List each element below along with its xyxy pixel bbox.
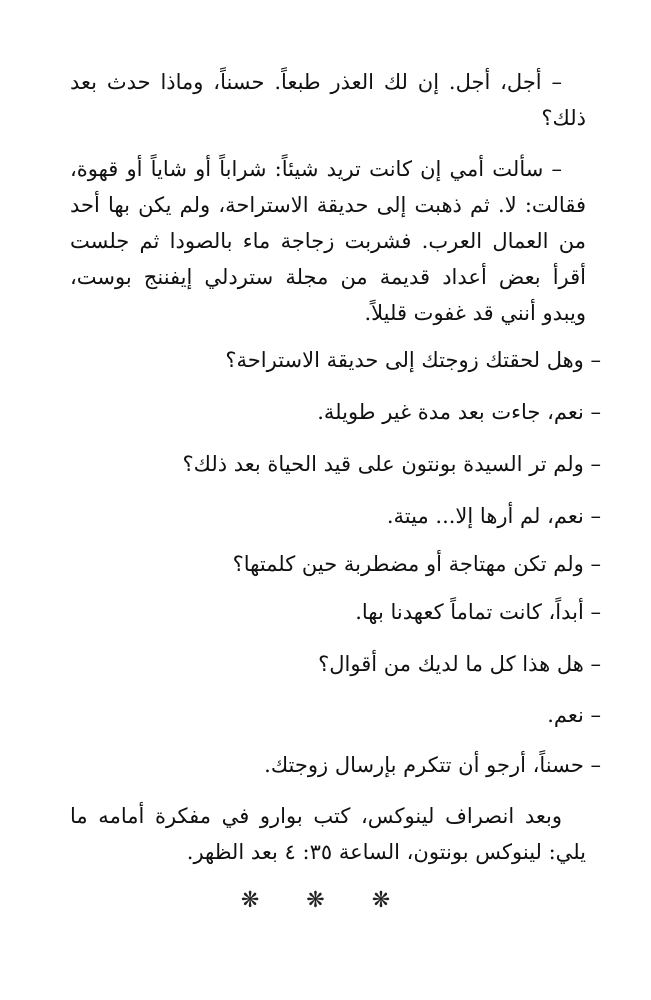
dialogue-line-6: – أبداً، كانت تماماً كعهدنا بها. bbox=[355, 600, 601, 624]
dialogue-line-4: – نعم، لم أرها إلا... ميتة. bbox=[386, 504, 601, 528]
dialogue-line-8: – نعم. bbox=[547, 703, 601, 727]
dialogue-line-1: – وهل لحقتك زوجتك إلى حديقة الاستراحة؟ bbox=[225, 348, 601, 372]
paragraph-2: – سألت أمي إن كانت تريد شيئاً: شراباً أو شاياً أو قهوة، فقالت: لا. ثم ذهبت إلى حديقة الاستراحة، ولم يكن بها أحد من العمال العرب. فشربت زجاجة ماء بالصودا ثم جلست أقرأ بعض أعداد قديمة من مجلة ستردلي إيفننج بوست، ويبدو أنني قد غفوت قليلاً. bbox=[70, 157, 586, 325]
paragraph-1: – أجل، أجل. إن لك العذر طبعاً. حسناً، وماذا حدث بعد ذلك؟ bbox=[70, 70, 586, 130]
dialogue-line-2: – نعم، جاءت بعد مدة غير طويلة. bbox=[317, 400, 601, 424]
section-separator: ❋ ❋ ❋ bbox=[240, 888, 411, 913]
dialogue-line-7: – هل هذا كل ما لديك من أقوال؟ bbox=[318, 652, 601, 676]
dialogue-line-5: – ولم تكن مهتاجة أو مضطربة حين كلمتها؟ bbox=[232, 552, 601, 576]
dialogue-line-9: – حسناً، أرجو أن تتكرم بإرسال زوجتك. bbox=[264, 753, 601, 777]
paragraph-3: وبعد انصراف لينوكس، كتب بوارو في مفكرة أمامه ما يلي: لينوكس بونتون، الساعة ٣٥: ٤ بعد الظهر. bbox=[70, 804, 586, 864]
dialogue-line-3: – ولم تر السيدة بونتون على قيد الحياة بعد ذلك؟ bbox=[182, 452, 601, 476]
